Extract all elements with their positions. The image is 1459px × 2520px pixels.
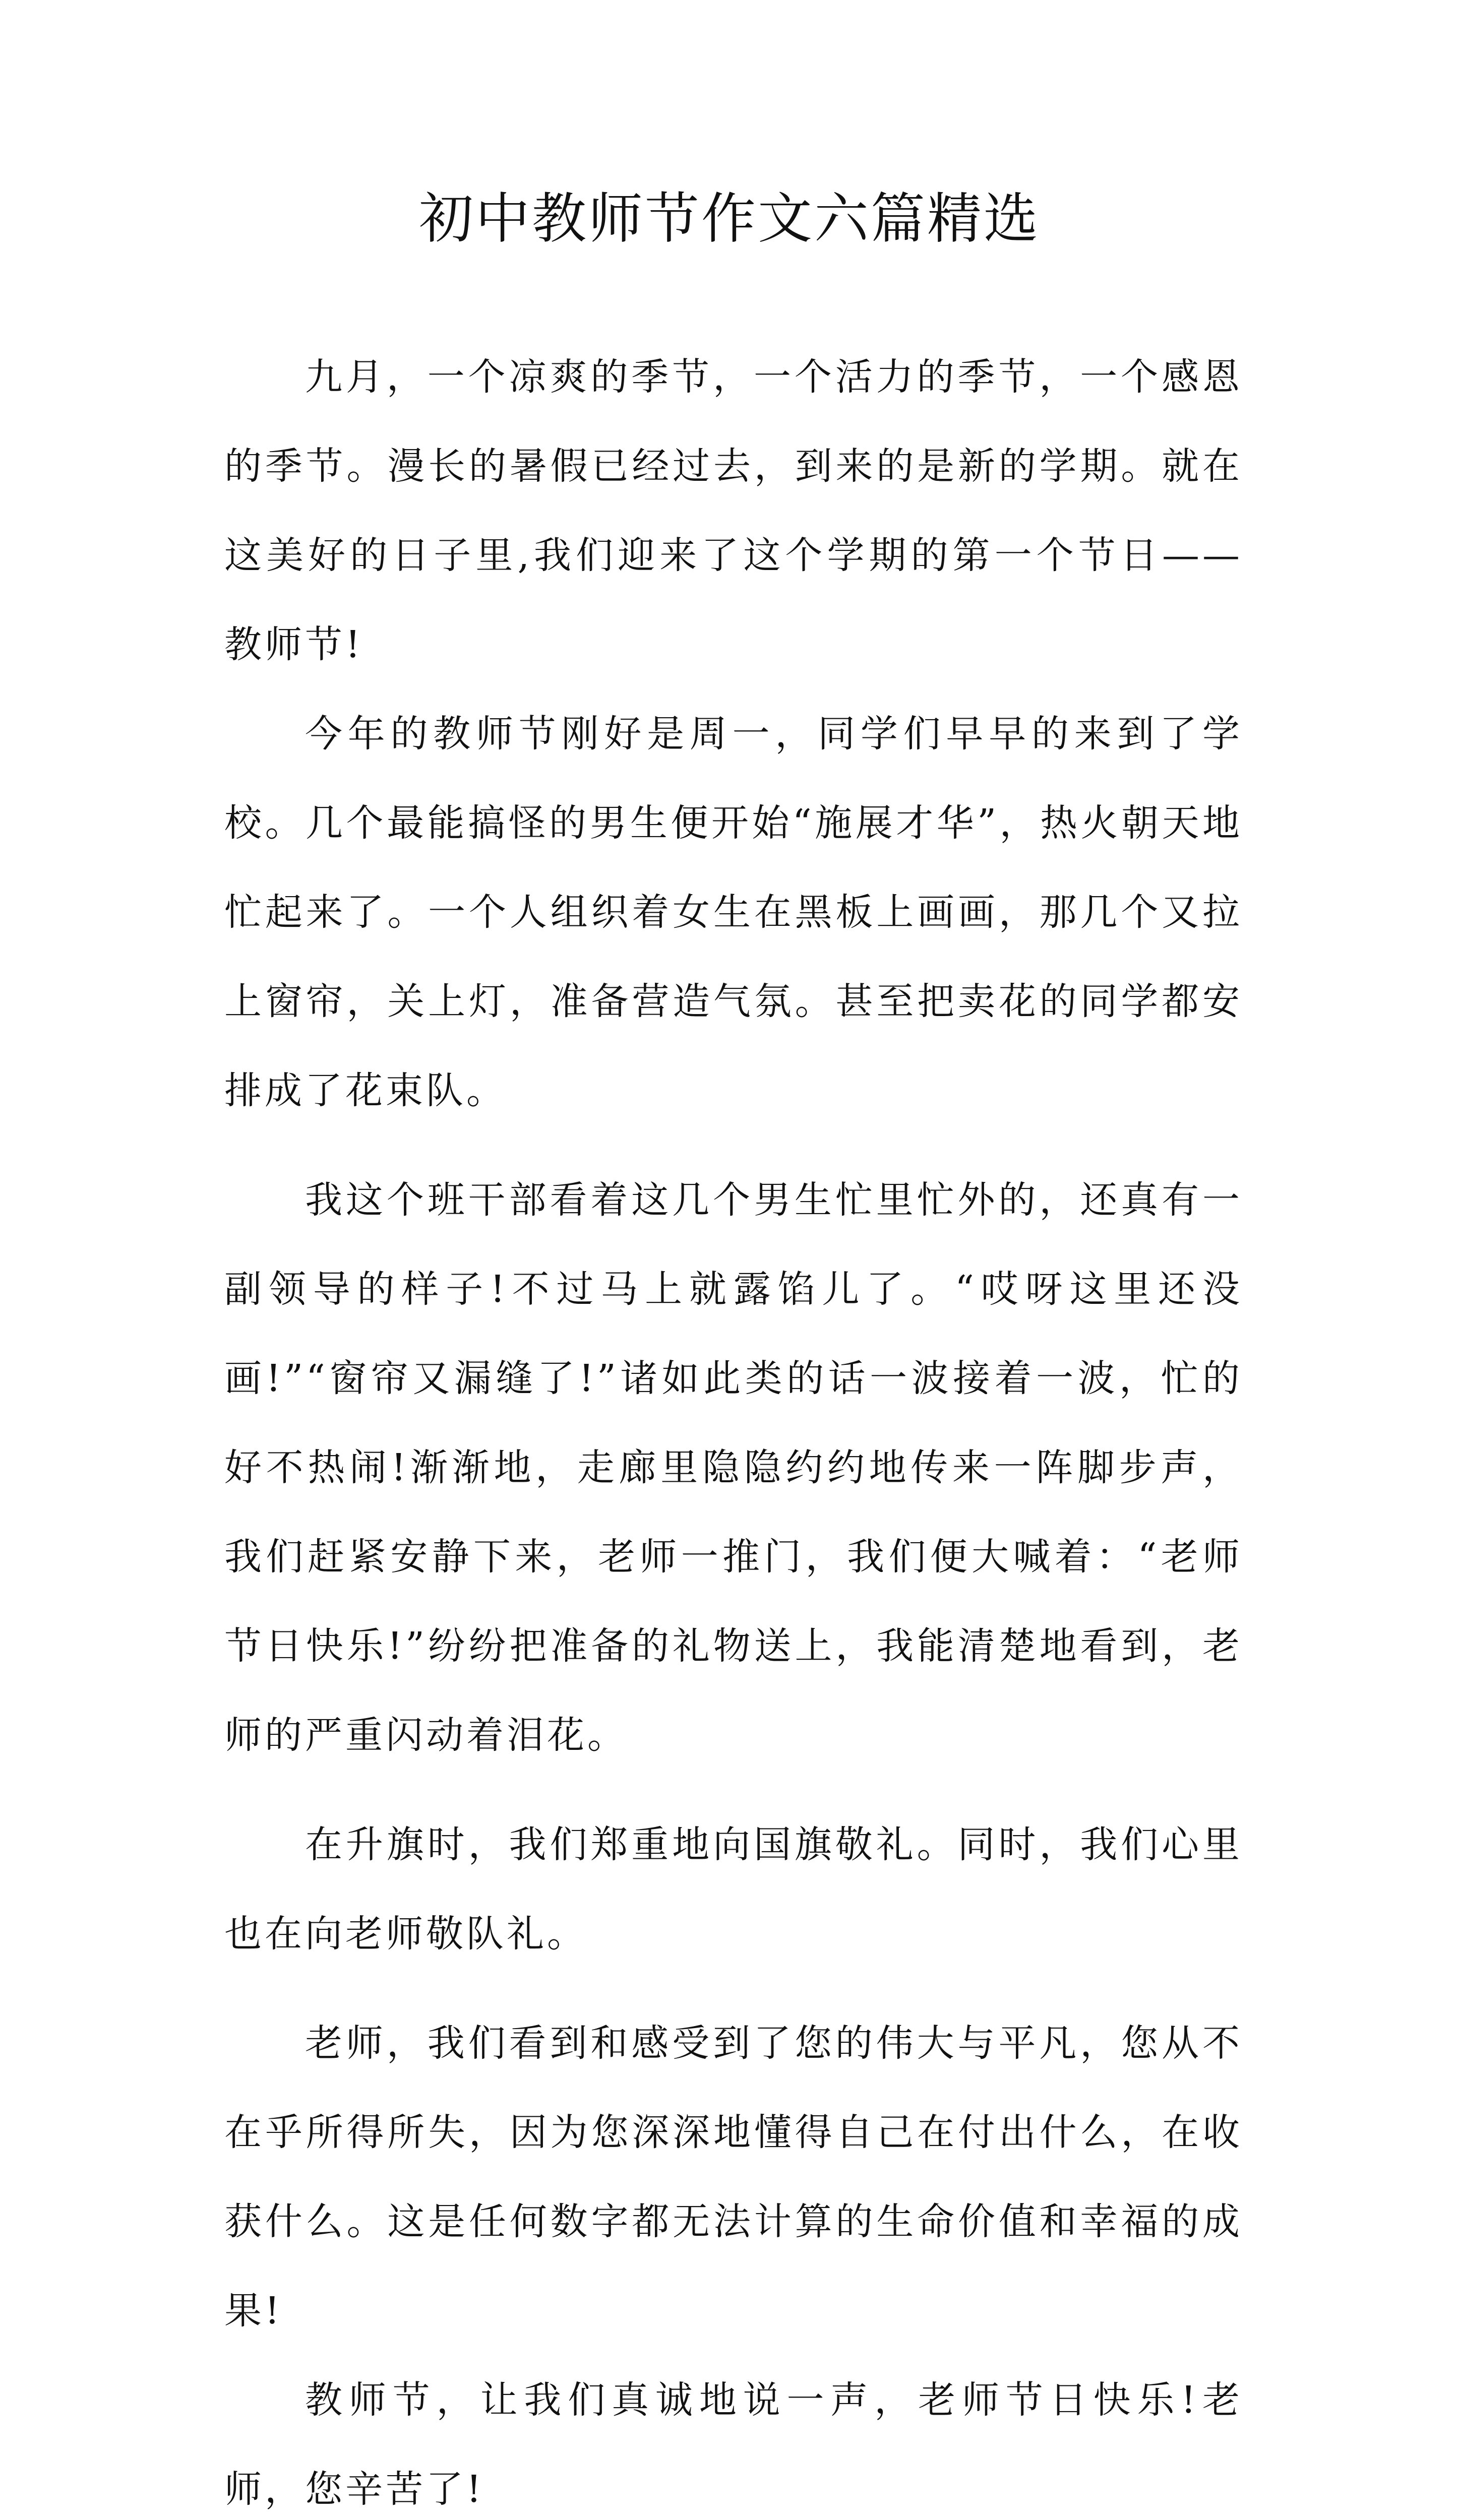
document-body <box>224 333 1243 2520</box>
paragraph-5: 老师，我们看到和感受到了您的伟大与平凡，您从不在乎所得所失，因为您深深地懂得自己在付出什么，在收获什么。这是任何数字都无法计算的生命价值和幸福的成果! <box>224 2022 1243 2333</box>
paragraph-3: 我这个班干部看着这几个男生忙里忙外的，还真有一副领导的样子!不过马上就露馅儿了。“哎呀这里还没画!”“窗帘又漏缝了!”诸如此类的话一波接着一波，忙的好不热闹!渐渐地，走廊里隐隐约约地传来一阵脚步声，我们赶紧安静下来，老师一推门，我们便大喊着：“老师节日快乐!”纷纷把准备的礼物送上，我能清楚地看到，老师的严重闪动着泪花。 <box>224 1178 1243 1757</box>
document-title: 初中教师节作文六篇精选 <box>418 187 1040 250</box>
paragraph-4: 在升旗时，我们郑重地向国旗敬礼。同时，我们心里也在向老师敬队礼。 <box>224 1823 1243 1956</box>
paragraph-1: 九月，一个凉爽的季节，一个活力的季节，一个感恩的季节。漫长的暑假已经过去，到来的是新的学期。就在这美好的日子里,我们迎来了这个学期的第一个节日——教师节! <box>224 355 1243 666</box>
paragraph-6: 教师节，让我们真诚地说一声，老师节日快乐!老师，您辛苦了! <box>224 2378 1243 2511</box>
paragraph-2: 今年的教师节刚好是周一，同学们早早的来到了学校。几个最能搞怪的男生便开始“施展才华”，热火朝天地忙起来了。一个人组织着女生在黑板上画画，那几个又拉上窗帘，关上灯，准备营造气氛。甚至把卖花的同学都安排成了花束队。 <box>224 712 1243 1112</box>
